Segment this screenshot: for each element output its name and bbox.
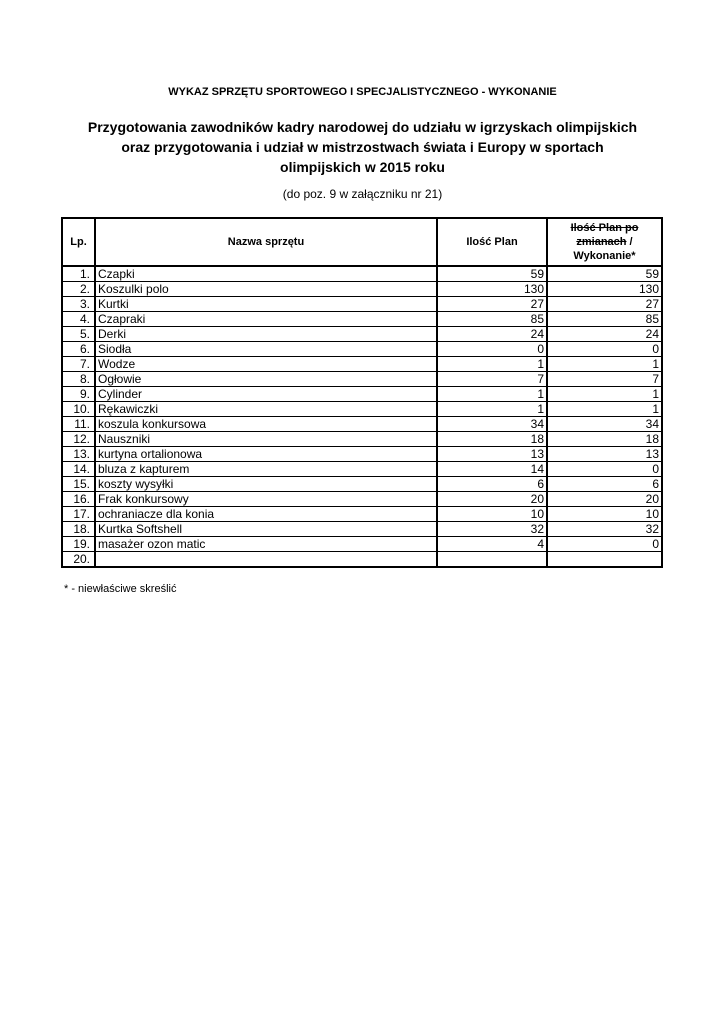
cell-name: Ogłowie bbox=[95, 372, 437, 387]
cell-name: masażer ozon matic bbox=[95, 537, 437, 552]
table-row bbox=[62, 417, 662, 432]
cell-plan: 1 bbox=[437, 357, 547, 372]
cell-lp: 13. bbox=[62, 447, 95, 462]
cell-name: Cylinder bbox=[95, 387, 437, 402]
cell-lp: 18. bbox=[62, 522, 95, 537]
cell-lp: 2. bbox=[62, 282, 95, 297]
table-row bbox=[62, 387, 662, 402]
table-row bbox=[62, 552, 662, 568]
table-row bbox=[62, 282, 662, 297]
cell-execution: 10 bbox=[547, 507, 662, 522]
table-row bbox=[62, 402, 662, 417]
cell-plan: 7 bbox=[437, 372, 547, 387]
cell-plan: 14 bbox=[437, 462, 547, 477]
equipment-table bbox=[61, 217, 663, 568]
cell-lp: 9. bbox=[62, 387, 95, 402]
cell-execution: 18 bbox=[547, 432, 662, 447]
title-line: Przygotowania zawodników kadry narodowej do udziału w igrzyskach olimpijskich bbox=[87, 119, 638, 135]
cell-name: koszty wysyłki bbox=[95, 477, 437, 492]
cell-lp: 6. bbox=[62, 342, 95, 357]
cell-lp: 17. bbox=[62, 507, 95, 522]
cell-execution: 130 bbox=[547, 282, 662, 297]
cell-lp: 14. bbox=[62, 462, 95, 477]
cell-plan: 0 bbox=[437, 342, 547, 357]
cell-name: Derki bbox=[95, 327, 437, 342]
table-row bbox=[62, 477, 662, 492]
cell-name: Rękawiczki bbox=[95, 402, 437, 417]
header-execution bbox=[547, 218, 662, 266]
document-header: WYKAZ SPRZĘTU SPORTOWEGO I SPECJALISTYCZNEGO - WYKONANIE bbox=[168, 86, 557, 98]
cell-lp: 5. bbox=[62, 327, 95, 342]
cell-name bbox=[95, 552, 437, 568]
cell-execution: 1 bbox=[547, 402, 662, 417]
table-row bbox=[62, 357, 662, 372]
cell-execution: 0 bbox=[547, 462, 662, 477]
title-line: oraz przygotowania i udział w mistrzostwach świata i Europy w sportach bbox=[121, 139, 604, 155]
cell-name: Kurtki bbox=[95, 297, 437, 312]
cell-execution: 7 bbox=[547, 372, 662, 387]
cell-plan: 1 bbox=[437, 402, 547, 417]
cell-lp: 15. bbox=[62, 477, 95, 492]
cell-execution: 13 bbox=[547, 447, 662, 462]
cell-name: bluza z kapturem bbox=[95, 462, 437, 477]
cell-lp: 1. bbox=[62, 266, 95, 282]
cell-lp: 4. bbox=[62, 312, 95, 327]
header-separator: / bbox=[626, 236, 633, 248]
table-row bbox=[62, 522, 662, 537]
cell-plan: 32 bbox=[437, 522, 547, 537]
cell-plan: 59 bbox=[437, 266, 547, 282]
table-row bbox=[62, 447, 662, 462]
title-line: olimpijskich w 2015 roku bbox=[280, 159, 445, 175]
cell-execution: 1 bbox=[547, 357, 662, 372]
table-row bbox=[62, 327, 662, 342]
table-row bbox=[62, 462, 662, 477]
cell-plan: 85 bbox=[437, 312, 547, 327]
header-execution-label: Wykonanie* bbox=[573, 250, 636, 262]
cell-name: Czapraki bbox=[95, 312, 437, 327]
table-row bbox=[62, 492, 662, 507]
cell-plan: 4 bbox=[437, 537, 547, 552]
cell-lp: 10. bbox=[62, 402, 95, 417]
cell-execution: 6 bbox=[547, 477, 662, 492]
cell-execution: 27 bbox=[547, 297, 662, 312]
cell-plan: 6 bbox=[437, 477, 547, 492]
header-struck-text: Ilość Plan po bbox=[570, 222, 639, 234]
cell-name: koszula konkursowa bbox=[95, 417, 437, 432]
cell-execution: 59 bbox=[547, 266, 662, 282]
table-row bbox=[62, 266, 662, 282]
cell-plan: 1 bbox=[437, 387, 547, 402]
cell-execution: 0 bbox=[547, 342, 662, 357]
table-row bbox=[62, 342, 662, 357]
header-struck-text: zmianach bbox=[576, 236, 627, 248]
cell-plan bbox=[437, 552, 547, 568]
cell-execution bbox=[547, 552, 662, 568]
cell-name: Nauszniki bbox=[95, 432, 437, 447]
cell-name: Czapki bbox=[95, 266, 437, 282]
header-lp: Lp. bbox=[62, 218, 95, 266]
footnote: * - niewłaściwe skreślić bbox=[64, 583, 177, 595]
cell-plan: 34 bbox=[437, 417, 547, 432]
cell-name: kurtyna ortalionowa bbox=[95, 447, 437, 462]
cell-lp: 7. bbox=[62, 357, 95, 372]
cell-plan: 24 bbox=[437, 327, 547, 342]
cell-plan: 20 bbox=[437, 492, 547, 507]
table-row bbox=[62, 372, 662, 387]
cell-execution: 85 bbox=[547, 312, 662, 327]
cell-execution: 34 bbox=[547, 417, 662, 432]
cell-plan: 27 bbox=[437, 297, 547, 312]
table-row bbox=[62, 312, 662, 327]
cell-lp: 16. bbox=[62, 492, 95, 507]
cell-lp: 20. bbox=[62, 552, 95, 568]
header-name: Nazwa sprzętu bbox=[95, 218, 437, 266]
cell-plan: 18 bbox=[437, 432, 547, 447]
cell-name: Frak konkursowy bbox=[95, 492, 437, 507]
cell-name: Koszulki polo bbox=[95, 282, 437, 297]
cell-execution: 0 bbox=[547, 537, 662, 552]
header-plan: Ilość Plan bbox=[437, 218, 547, 266]
cell-lp: 12. bbox=[62, 432, 95, 447]
cell-name: Kurtka Softshell bbox=[95, 522, 437, 537]
cell-lp: 19. bbox=[62, 537, 95, 552]
document-note: (do poz. 9 w załączniku nr 21) bbox=[282, 187, 443, 201]
cell-name: Siodła bbox=[95, 342, 437, 357]
cell-execution: 32 bbox=[547, 522, 662, 537]
table-row bbox=[62, 537, 662, 552]
cell-lp: 8. bbox=[62, 372, 95, 387]
cell-plan: 13 bbox=[437, 447, 547, 462]
cell-execution: 24 bbox=[547, 327, 662, 342]
table-header-row bbox=[62, 218, 662, 266]
cell-lp: 11. bbox=[62, 417, 95, 432]
table-row bbox=[62, 432, 662, 447]
table-row bbox=[62, 297, 662, 312]
cell-execution: 1 bbox=[547, 387, 662, 402]
cell-execution: 20 bbox=[547, 492, 662, 507]
cell-plan: 130 bbox=[437, 282, 547, 297]
table-row bbox=[62, 507, 662, 522]
cell-name: Wodze bbox=[95, 357, 437, 372]
document-title bbox=[40, 117, 685, 177]
cell-name: ochraniacze dla konia bbox=[95, 507, 437, 522]
cell-lp: 3. bbox=[62, 297, 95, 312]
cell-plan: 10 bbox=[437, 507, 547, 522]
